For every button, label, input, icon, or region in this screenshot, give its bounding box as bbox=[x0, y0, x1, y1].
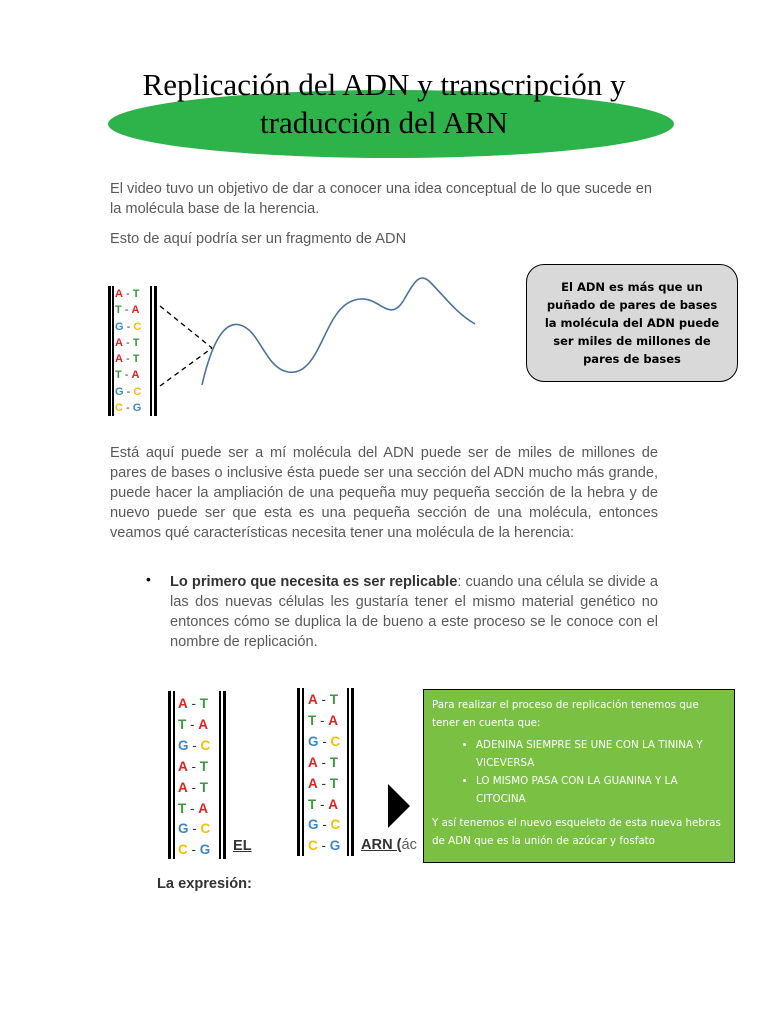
page-title: Replicación del ADN y transcripción y traducción del ARN bbox=[142, 67, 626, 140]
base-pair bbox=[115, 384, 141, 400]
base-left: T bbox=[115, 369, 122, 382]
dna-callout bbox=[526, 264, 738, 382]
green-box-intro: Para realizar el proceso de replicación tenemos que tener en cuenta que: bbox=[432, 699, 699, 729]
base-right: C bbox=[133, 320, 142, 333]
dna-strand-one bbox=[178, 694, 210, 861]
base-separator: - bbox=[186, 800, 199, 816]
base-pair bbox=[178, 799, 210, 820]
expression-label: La expresión: bbox=[157, 876, 252, 892]
strand2-right-bar bbox=[351, 688, 354, 856]
base-pair bbox=[178, 736, 210, 757]
base-left: A bbox=[308, 754, 318, 770]
green-box-outro: Y así tenemos el nuevo esqueleto de esta nueva hebras de ADN que es la unión de azúcar y fosfato bbox=[432, 817, 721, 847]
body-paragraph: Está aquí puede ser a mí molécula del ADN puede ser de miles de millones de pares de bases o inclusive ésta puede ser una sección del ADN mucho más grande, puede hacer la ampliación de una pequeña muy pequeña sección de la hebra y de nuevo puede ser que esta es una pequeña sección de una molécula, entonces veamos qué características necesita tener una molécula de la herencia: bbox=[110, 445, 658, 541]
intro-paragraph: El video tuvo un objetivo de dar a conocer una idea conceptual de lo que sucede en la molécula base de la herencia. bbox=[110, 181, 652, 217]
base-right: A bbox=[198, 800, 208, 816]
base-left: T bbox=[178, 800, 187, 816]
base-left: C bbox=[115, 402, 123, 415]
base-separator: - bbox=[123, 320, 134, 333]
base-right: A bbox=[328, 796, 338, 812]
base-right: G bbox=[199, 842, 211, 858]
green-box-item: • ADENINA SIEMPRE SE UNE CON LA TININA Y VICEVERSA bbox=[476, 736, 726, 772]
base-separator: - bbox=[121, 369, 132, 382]
base-left: G bbox=[115, 385, 124, 398]
base-pair bbox=[178, 715, 210, 736]
green-box-list bbox=[432, 736, 726, 808]
base-separator: - bbox=[122, 353, 133, 366]
replication-note-box bbox=[423, 689, 735, 863]
base-separator: - bbox=[317, 775, 330, 791]
base-right: T bbox=[329, 754, 338, 770]
base-pair bbox=[115, 319, 141, 335]
base-left: C bbox=[308, 838, 318, 854]
base-pair bbox=[178, 757, 210, 778]
base-left: A bbox=[178, 758, 188, 774]
base-right: A bbox=[131, 369, 140, 382]
base-right: C bbox=[200, 737, 211, 753]
base-separator: - bbox=[317, 692, 330, 707]
base-left: T bbox=[308, 796, 317, 812]
base-pair bbox=[115, 400, 141, 416]
strand-left-bar bbox=[108, 286, 111, 416]
base-pair bbox=[308, 774, 340, 795]
base-pair bbox=[178, 778, 210, 799]
base-left: T bbox=[115, 304, 122, 317]
base-separator: - bbox=[317, 754, 330, 770]
base-pair bbox=[115, 367, 141, 383]
bullet-rest: : cuando una célula se divide a las dos nuevas células les gustaría tener el mismo material genético no entonces cómo se duplica la de bueno a este proceso se le conoce con el nombre de replicación. bbox=[170, 574, 658, 650]
fragment-caption: Esto de aquí podría ser un fragmento de ADN bbox=[110, 231, 407, 247]
strand2-right-bar-thin bbox=[347, 688, 349, 856]
base-right: C bbox=[330, 733, 341, 749]
label-arn: ARN (ác bbox=[361, 837, 417, 853]
base-right: T bbox=[132, 288, 140, 300]
base-right: G bbox=[132, 402, 142, 415]
base-right: T bbox=[199, 779, 208, 795]
arrow-right-icon bbox=[386, 784, 412, 828]
base-right: A bbox=[328, 712, 338, 728]
strand2-left-bar-thin bbox=[302, 688, 304, 856]
base-separator: - bbox=[121, 304, 132, 317]
base-pair bbox=[308, 815, 340, 836]
strand1-right-bar bbox=[223, 691, 226, 859]
base-separator: - bbox=[318, 817, 331, 833]
base-separator: - bbox=[316, 796, 329, 812]
base-pair bbox=[308, 836, 340, 857]
base-pair bbox=[115, 351, 141, 367]
base-separator: - bbox=[122, 288, 133, 300]
base-right: A bbox=[198, 716, 208, 732]
base-right: T bbox=[132, 336, 140, 349]
strand1-left-bar bbox=[168, 691, 171, 859]
base-left: A bbox=[308, 775, 318, 791]
bullet-dot: • bbox=[146, 571, 151, 587]
base-right: T bbox=[199, 758, 208, 774]
base-left: G bbox=[115, 320, 124, 333]
base-left: A bbox=[178, 779, 188, 795]
base-separator: - bbox=[186, 716, 199, 732]
base-separator: - bbox=[123, 385, 134, 398]
base-right: G bbox=[329, 838, 341, 854]
base-pair bbox=[308, 690, 340, 711]
base-right: C bbox=[330, 817, 341, 833]
base-separator: - bbox=[187, 696, 200, 711]
base-left: T bbox=[178, 716, 187, 732]
base-left: A bbox=[178, 696, 188, 711]
base-left: G bbox=[178, 821, 189, 837]
base-right: T bbox=[199, 696, 208, 711]
base-left: A bbox=[115, 336, 123, 349]
base-pair bbox=[178, 819, 210, 840]
strand1-left-bar-thin bbox=[173, 691, 175, 859]
base-right: T bbox=[329, 692, 338, 707]
dna-wave-figure bbox=[150, 260, 490, 400]
base-right: C bbox=[200, 821, 211, 837]
base-left: G bbox=[178, 737, 189, 753]
base-separator: - bbox=[187, 758, 200, 774]
base-left: A bbox=[115, 353, 123, 366]
base-pair bbox=[308, 732, 340, 753]
base-pair bbox=[308, 795, 340, 816]
base-separator: - bbox=[188, 737, 201, 753]
base-separator: - bbox=[316, 712, 329, 728]
base-right: A bbox=[131, 304, 140, 317]
strand2-left-bar bbox=[297, 688, 300, 856]
base-separator: - bbox=[188, 821, 201, 837]
base-pair bbox=[308, 753, 340, 774]
zoom-line-top bbox=[160, 306, 212, 348]
base-left: A bbox=[308, 692, 318, 707]
base-pair bbox=[115, 302, 141, 318]
base-left: C bbox=[178, 842, 188, 858]
base-left: G bbox=[308, 733, 319, 749]
base-separator: - bbox=[187, 842, 200, 858]
base-pair bbox=[308, 711, 340, 732]
base-separator: - bbox=[122, 336, 133, 349]
base-separator: - bbox=[187, 779, 200, 795]
base-left: G bbox=[308, 817, 319, 833]
green-box-item: • LO MISMO PASA CON LA GUANINA Y LA CITOCINA bbox=[476, 772, 726, 808]
base-pair bbox=[178, 694, 210, 715]
base-separator: - bbox=[317, 838, 330, 854]
bullet-paragraph bbox=[170, 572, 658, 652]
base-right: T bbox=[132, 353, 140, 366]
base-pair bbox=[178, 840, 210, 861]
zoom-line-bottom bbox=[160, 348, 212, 386]
base-left: A bbox=[115, 288, 123, 300]
dna-strand-small bbox=[115, 286, 141, 416]
dna-strand-two bbox=[308, 690, 340, 857]
strand-left-bar-thin bbox=[112, 286, 114, 416]
base-right: T bbox=[329, 775, 338, 791]
base-separator: - bbox=[122, 402, 133, 415]
base-pair bbox=[115, 335, 141, 351]
base-right: C bbox=[133, 385, 142, 398]
bullet-bold: Lo primero que necesita es ser replicable bbox=[170, 574, 458, 590]
dna-wave-line bbox=[202, 278, 475, 385]
base-pair bbox=[115, 286, 141, 302]
label-el: EL bbox=[233, 838, 252, 854]
callout-text: El ADN es más que un puñado de pares de bases la molécula del ADN puede ser miles de millones de pares de bases bbox=[544, 280, 720, 366]
base-separator: - bbox=[318, 733, 331, 749]
strand1-right-bar-thin bbox=[219, 691, 221, 859]
base-left: T bbox=[308, 712, 317, 728]
